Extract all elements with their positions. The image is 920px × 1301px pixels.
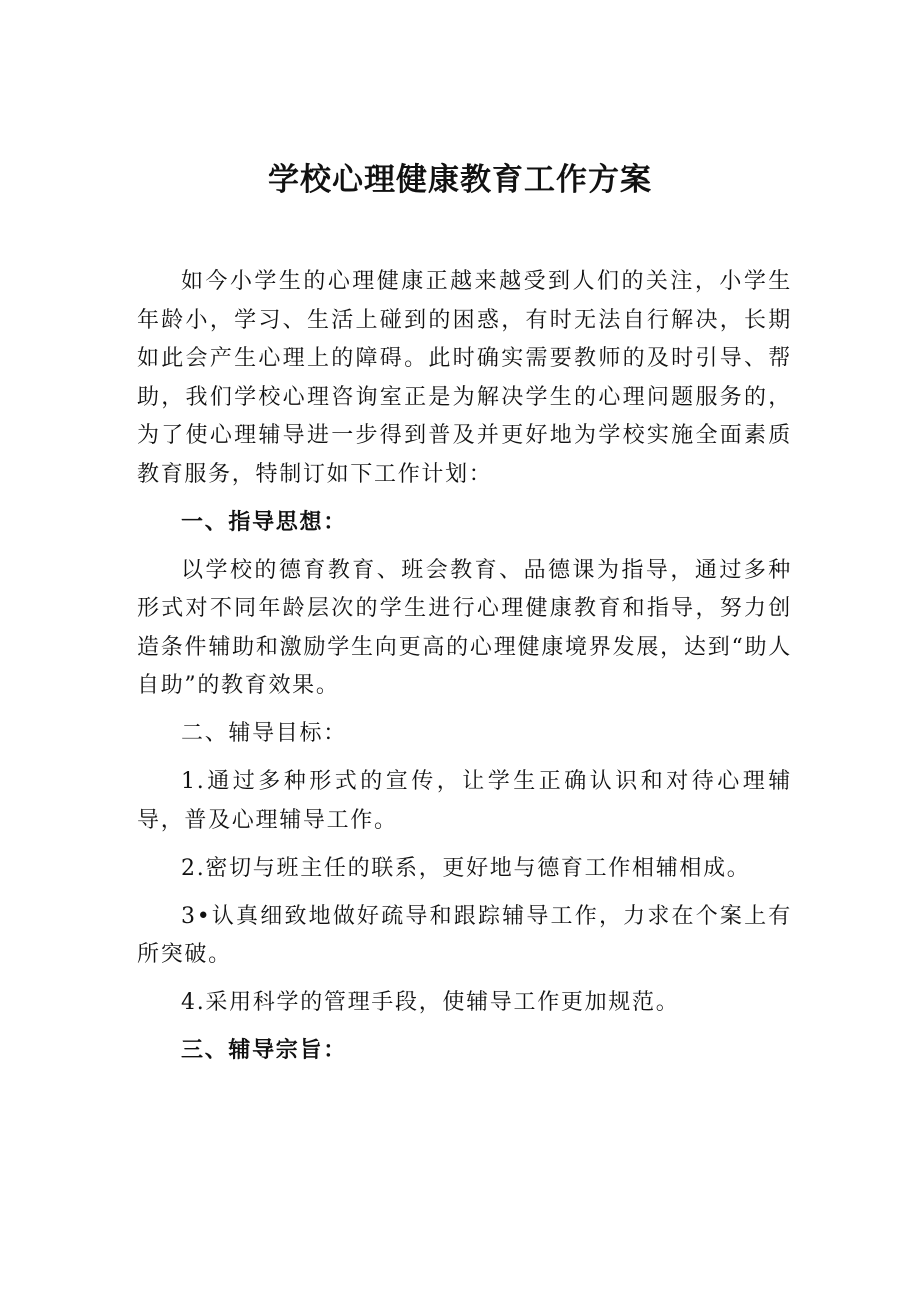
goal-item-3: 3•认真细致地做好疏导和跟踪辅导工作，力求在个案上有所突破。 [137, 903, 792, 967]
section-3-heading: 三、辅导宗旨： [181, 1038, 347, 1063]
document-title: 学校心理健康教育工作方案 [268, 162, 652, 198]
goal-item-4: 4.采用科学的管理手段，使辅导工作更加规范。 [181, 990, 680, 1015]
section-2-heading: 二、辅导目标： [181, 721, 347, 746]
document-body [137, 263, 792, 1080]
section-1-heading: 一、指导思想： [181, 509, 347, 535]
section-1-paragraph: 以学校的德育教育、班会教育、品德课为指导，通过多种形式对不同年龄层次的学生进行心理健康教育和指导，努力创造条件辅助和激励学生向更高的心理健康境界发展，达到“助人自助”的教育效果。 [137, 557, 792, 698]
intro-paragraph: 如今小学生的心理健康正越来越受到人们的关注，小学生年龄小，学习、生活上碰到的困惑，有时无法自行解决，长期如此会产生心理上的障碍。此时确实需要教师的及时引导、帮助，我们学校心理咨询室正是为解决学生的心理问题服务的，为了使心理辅导进一步得到普及并更好地为学校实施全面素质教育服务，特制订如下工作计划： [137, 269, 792, 487]
goal-item-2: 2.密切与班主任的联系，更好地与德育工作相辅相成。 [181, 855, 751, 881]
goal-item-1: 1.通过多种形式的宣传，让学生正确认识和对待心理辅导，普及心理辅导工作。 [137, 769, 792, 833]
